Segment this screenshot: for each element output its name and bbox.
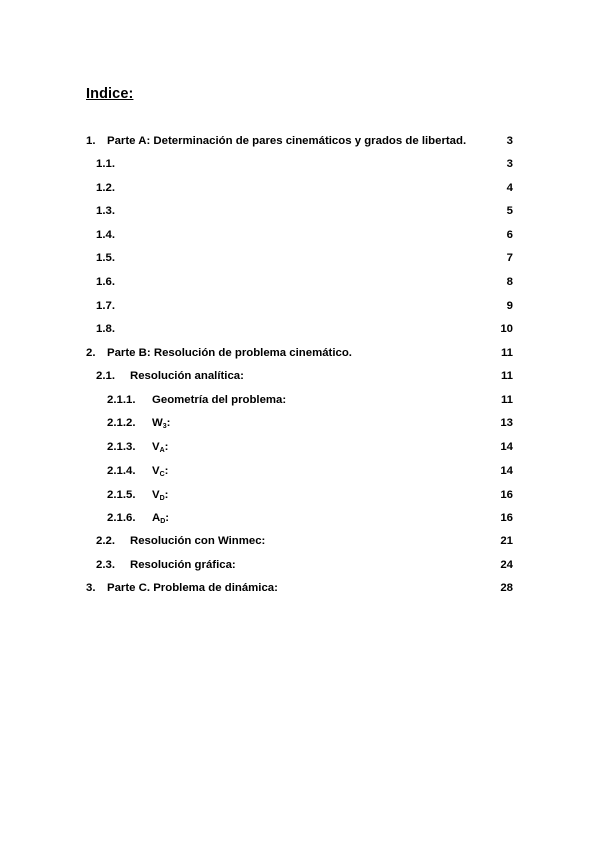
toc-entry-page: 16 [500, 489, 513, 501]
toc-entry-number: 1.6. [96, 276, 115, 288]
toc-entry-label: Parte A: Determinación de pares cinemáticos y grados de libertad. [107, 135, 467, 147]
toc-entry-number: 2.1.2. [107, 417, 136, 429]
toc-entry-label: Resolución analítica: [130, 370, 244, 382]
toc-entry-page: 4 [506, 182, 513, 194]
toc-entry[interactable] [0, 415, 600, 431]
symbol-letter: V [152, 465, 160, 477]
toc-entry[interactable] [0, 392, 600, 408]
symbol-subscript: A [159, 447, 165, 454]
toc-entry-label [152, 463, 168, 479]
toc-entry[interactable] [0, 557, 600, 573]
symbol-subscript: C [159, 471, 165, 478]
toc-entry-number: 2.1.5. [107, 489, 136, 501]
toc-entry-label [152, 487, 168, 503]
toc-entry-number: 3. [86, 582, 96, 594]
symbol-letter: W [152, 417, 163, 429]
toc-entry-page: 8 [506, 276, 513, 288]
toc-entry[interactable] [0, 250, 600, 266]
toc-entry-page: 16 [500, 512, 513, 524]
toc-entry[interactable] [0, 133, 600, 149]
symbol-letter: V [152, 441, 160, 453]
toc-entry-page: 28 [500, 582, 513, 594]
label-suffix: : [165, 512, 170, 524]
toc-entry-number: 2.1.6. [107, 512, 136, 524]
toc-entry-label: Parte B: Resolución de problema cinemático. [107, 347, 352, 359]
toc-entry-label [152, 415, 170, 431]
toc-entry[interactable] [0, 274, 600, 290]
toc-entry[interactable] [0, 180, 600, 196]
toc-entry-page: 11 [500, 394, 513, 406]
toc-entry[interactable] [0, 321, 600, 337]
toc-entry-label: Geometría del problema: [152, 394, 287, 406]
toc-entry-label: Parte C. Problema de dinámica: [107, 582, 278, 594]
toc-entry-number: 1.3. [96, 205, 115, 217]
toc-entry-label: Resolución gráfica: [130, 559, 236, 571]
toc-entry[interactable] [0, 439, 600, 455]
toc-entry[interactable] [0, 368, 600, 384]
toc-entry-number: 1.5. [96, 252, 115, 264]
toc-entry-page: 11 [500, 347, 513, 359]
toc-entry[interactable] [0, 345, 600, 361]
toc-entry-page: 21 [500, 535, 513, 547]
label-suffix: : [164, 489, 169, 501]
toc-entry-number: 1.2. [96, 182, 115, 194]
toc-entry[interactable] [0, 203, 600, 219]
label-suffix: : [164, 441, 169, 453]
toc-entry-page: 5 [506, 205, 513, 217]
toc-entry-number: 1.7. [96, 300, 115, 312]
toc-entry-number: 2.1.1. [107, 394, 136, 406]
toc-entry-page: 7 [506, 252, 513, 264]
toc-entry-number: 1.1. [96, 158, 115, 170]
toc-entry-number: 1.8. [96, 323, 115, 335]
toc-entry[interactable] [0, 227, 600, 243]
symbol-letter: V [152, 489, 160, 501]
toc-entry-number: 2.1.3. [107, 441, 136, 453]
toc-entry-label [152, 439, 168, 455]
toc-entry[interactable] [0, 580, 600, 596]
toc-entry-label [152, 510, 169, 526]
toc-entry-page: 6 [506, 229, 513, 241]
toc-entry-page: 24 [500, 559, 513, 571]
label-suffix: : [166, 417, 171, 429]
label-suffix: : [164, 465, 169, 477]
toc-entry[interactable] [0, 463, 600, 479]
toc-entry-number: 1.4. [96, 229, 115, 241]
toc-entry-number: 2.3. [96, 559, 115, 571]
toc-entry-page: 14 [500, 465, 513, 477]
toc-entry[interactable] [0, 510, 600, 526]
toc-entry-number: 2.1. [96, 370, 115, 382]
toc-entry-number: 2. [86, 347, 96, 359]
toc-entry-number: 2.1.4. [107, 465, 136, 477]
symbol-subscript: 3 [162, 423, 167, 430]
toc-entry-number: 1. [86, 135, 96, 147]
toc-entry-number: 2.2. [96, 535, 115, 547]
toc-entry-page: 10 [500, 323, 513, 335]
toc-entry-label: Resolución con Winmec: [130, 535, 266, 547]
toc-entry[interactable] [0, 533, 600, 549]
toc-entry-page: 9 [506, 300, 513, 312]
toc-entry[interactable] [0, 487, 600, 503]
toc-entry-page: 11 [500, 370, 513, 382]
toc-entry-page: 3 [506, 158, 513, 170]
symbol-subscript: D [160, 518, 166, 525]
toc-entry-page: 14 [500, 441, 513, 453]
toc-title: Indice: [86, 86, 134, 102]
symbol-subscript: D [159, 495, 165, 502]
toc-entry[interactable] [0, 298, 600, 314]
symbol-letter: A [152, 512, 161, 524]
toc-entry-page: 13 [500, 417, 513, 429]
toc-entry[interactable] [0, 156, 600, 172]
toc-entry-page: 3 [506, 135, 513, 147]
